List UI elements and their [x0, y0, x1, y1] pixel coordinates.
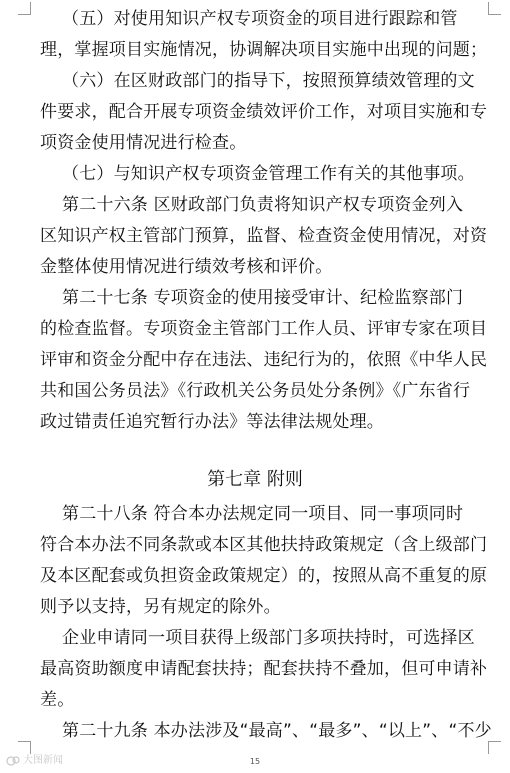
text-line: （七）与知识产权专项资金管理工作有关的其他事项。	[62, 164, 475, 184]
crop-mark-top-right	[488, 2, 501, 15]
watermark-text: 大图新闻	[23, 755, 63, 766]
text-line: 件要求，配合开展专项资金绩效评价工作，对项目实施和专	[40, 102, 488, 122]
text-line: （五）对使用知识产权专项资金的项目进行跟踪和管	[62, 9, 458, 29]
text-line: 的检查监督。专项资金主管部门工作人员、评审专家在项目	[40, 319, 488, 339]
text-line: （六）在区财政部门的指导下，按照预算绩效管理的文	[62, 71, 475, 91]
page-number: 15	[249, 757, 261, 766]
article-29-line: 第二十九条 本办法涉及“最高”、“最多”、“以上”、“不少	[62, 721, 492, 741]
text-line: 企业申请同一项目获得上级部门多项扶持时，可选择区	[62, 628, 475, 648]
text-line: 最高资助额度申请配套扶持；配套扶持不叠加，但可申请补	[40, 659, 488, 679]
article-27-line: 第二十七条 专项资金的使用接受审计、纪检监察部门	[62, 288, 464, 308]
text-line: 差。	[40, 690, 75, 710]
text-line: 理，掌握项目实施情况，协调解决项目实施中出现的问题；	[40, 40, 488, 60]
article-28-line: 第二十八条 符合本办法规定同一项目、同一事项同时	[62, 504, 464, 524]
crop-mark-top-left	[18, 2, 31, 15]
text-line: 政过错责任追究暂行办法》等法律法规处理。	[40, 412, 384, 432]
text-line: 金整体使用情况进行绩效考核和评价。	[40, 257, 333, 277]
crop-mark-bottom-left	[18, 741, 31, 754]
text-line: 则予以支持，另有规定的除外。	[40, 597, 281, 617]
crop-mark-bottom-right	[488, 741, 501, 754]
text-line: 区知识产权主管部门预算，监督、检查资金使用情况，对资	[40, 226, 488, 246]
text-line: 评审和资金分配中存在违法、违纪行为的，依照《中华人民	[40, 350, 488, 370]
text-line: 符合本办法不同条款或本区其他扶持政策规定（含上级部门	[40, 535, 488, 555]
text-line: 共和国公务员法》《行政机关公务员处分条例》《广东省行	[40, 381, 471, 401]
article-26-line: 第二十六条 区财政部门负责将知识产权专项资金列入	[62, 195, 464, 215]
chapter-heading: 第七章 附则	[207, 469, 303, 490]
text-line: 项资金使用情况进行检查。	[40, 133, 247, 153]
text-line: 及本区配套或负担资金政策规定）的，按照从高不重复的原	[40, 566, 488, 586]
